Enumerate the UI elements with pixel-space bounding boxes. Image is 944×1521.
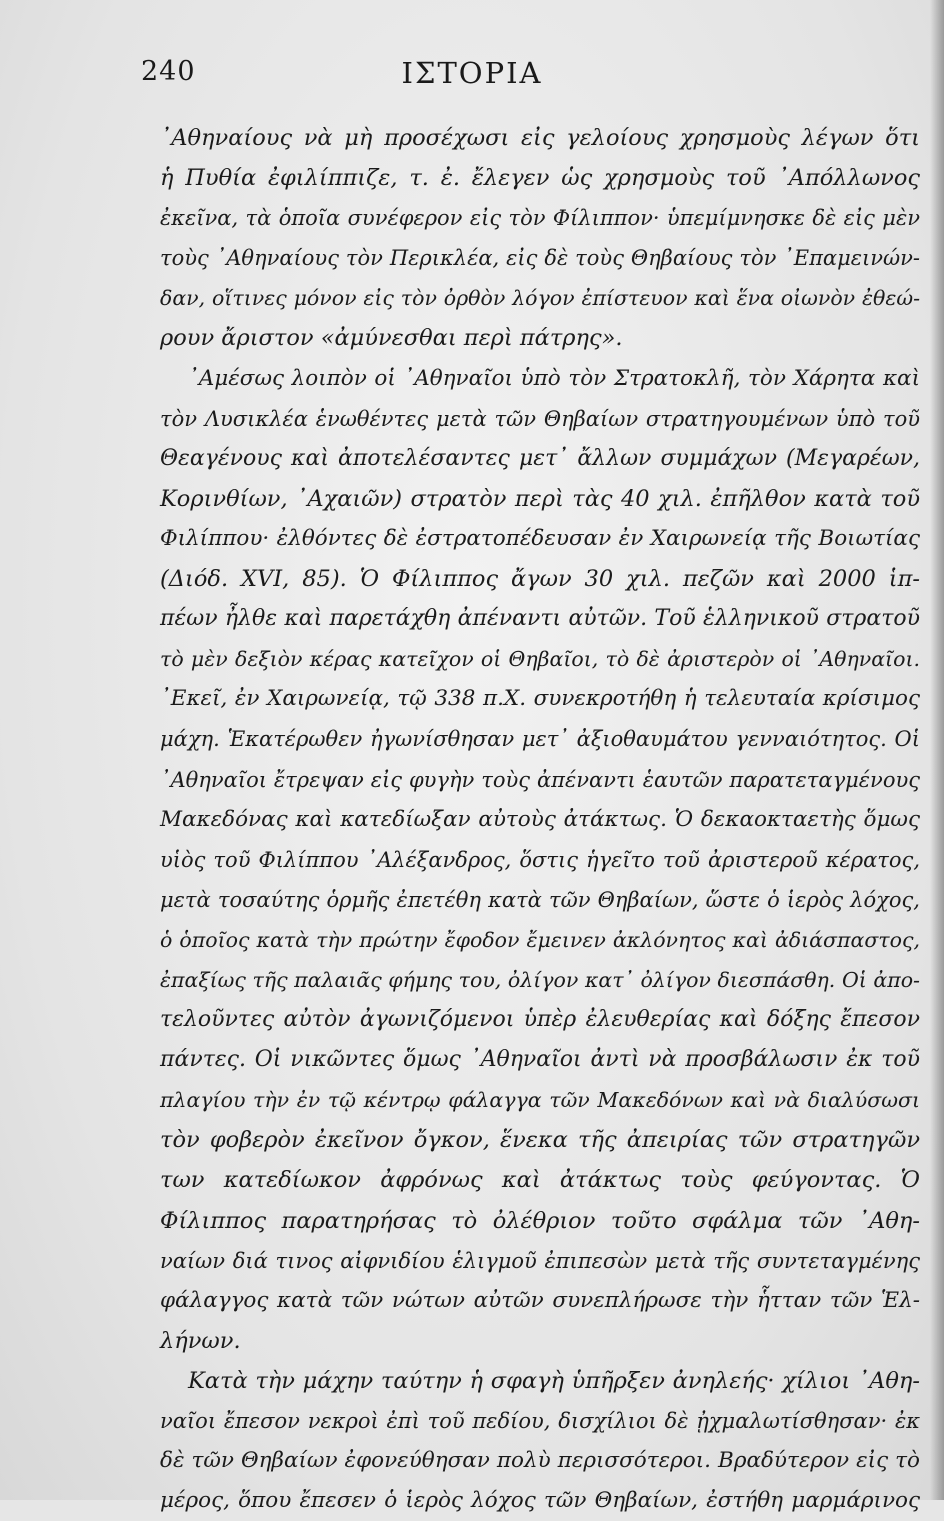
- body-text: [160, 118, 920, 1521]
- text-line: τὸ μὲν δεξιὸν κέρας κατεῖχον οἱ Θηβαῖοι, τὸ δὲ ἀριστερὸν οἱ ᾿Αθηναῖοι.: [160, 647, 920, 672]
- text-line: τὸν Λυσικλέα ἑνωθέντες μετὰ τῶν Θηβαίων στρατηγουμένων ὑπὸ τοῦ: [160, 406, 920, 431]
- text-line: ναῖοι ἔπεσον νεκροὶ ἐπὶ τοῦ πεδίου, δισχίλιοι δὲ ᾐχμαλωτίσθησαν· ἐκ: [160, 1409, 920, 1433]
- text-line: μάχη. Ἑκατέρωθεν ἠγωνίσθησαν μετ᾿ ἀξιοθαυμάτου γενναιότητος. Οἱ: [160, 727, 920, 752]
- text-line: Κορινθίων, ᾿Αχαιῶν) στρατὸν περὶ τὰς 40 χιλ. ἐπῆλθον κατὰ τοῦ: [160, 485, 920, 512]
- text-line: πάντες. Οἱ νικῶντες ὅμως ᾿Αθηναῖοι ἀντὶ νὰ προσβάλωσιν ἐκ τοῦ: [160, 1047, 920, 1073]
- text-line: μετὰ τοσαύτης ὁρμῆς ἐπετέθη κατὰ τῶν Θηβαίων, ὥστε ὁ ἱερὸς λόχος,: [160, 887, 920, 912]
- text-line: λήνων.: [160, 1327, 241, 1354]
- text-line: Μακεδόνας καὶ κατεδίωξαν αὐτοὺς ἀτάκτως. Ὁ δεκαοκταετὴς ὅμως: [160, 806, 920, 832]
- text-line: μέρος, ὅπου ἔπεσεν ὁ ἱερὸς λόχος τῶν Θηβαίων, ἐστήθη μαρμάρινος: [160, 1488, 920, 1514]
- page-edge-shadow: [930, 0, 944, 1500]
- text-line: ᾿Αμέσως λοιπὸν οἱ ᾿Αθηναῖοι ὑπὸ τὸν Στρατοκλῆ, τὸν Χάρητα καὶ: [188, 365, 920, 391]
- text-line: ᾿Αθηναίους νὰ μὴ προσέχωσι εἰς γελοίους χρησμοὺς λέγων ὅτι: [160, 125, 920, 151]
- text-line: τελοῦντες αὐτὸν ἀγωνιζόμενοι ὑπὲρ ἐλευθερίας καὶ δόξης ἔπεσον: [160, 1007, 920, 1033]
- text-line: ἡ Πυθία ἐφιλίππιζε, τ. ἐ. ἔλεγεν ὡς χρησμοὺς τοῦ ᾿Απόλλωνος: [160, 165, 920, 192]
- text-line: ὁ ὁποῖος κατὰ τὴν πρώτην ἔφοδον ἔμεινεν ἀκλόνητος καὶ ἀδιάσπαστος,: [160, 927, 920, 952]
- text-line: των κατεδίωκον ἀφρόνως καὶ ἀτάκτως τοὺς φεύγοντας. Ὁ: [160, 1167, 920, 1194]
- text-line: ἐκεῖνα, τὰ ὁποῖα συνέφερον εἰς τὸν Φίλιππον· ὑπεμίμνησκε δὲ εἰς μὲν: [160, 206, 920, 231]
- text-line: Φιλίππου· ἐλθόντες δὲ ἐστρατοπέδευσαν ἐν Χαιρωνείᾳ τῆς Βοιωτίας: [160, 525, 920, 551]
- running-head: ΙΣΤΟΡΙΑ: [401, 56, 543, 90]
- text-line: δὲ τῶν Θηβαίων ἐφονεύθησαν πολὺ περισσότεροι. Βραδύτερον εἰς τὸ: [160, 1448, 920, 1474]
- text-line: δαν, οἵτινες μόνον εἰς τὸν ὀρθὸν λόγον ἐπίστευον καὶ ἕνα οἰωνὸν ἐθεώ-: [160, 286, 920, 311]
- text-line: πέων ἦλθε καὶ παρετάχθη ἀπέναντι αὐτῶν. Τοῦ ἑλληνικοῦ στρατοῦ: [160, 606, 920, 632]
- text-line: πλαγίου τὴν ἐν τῷ κέντρῳ φάλαγγα τῶν Μακεδόνων καὶ νὰ διαλύσωσι: [160, 1088, 920, 1113]
- text-line: ᾿Εκεῖ, ἐν Χαιρωνείᾳ, τῷ 338 π.Χ. συνεκροτήθη ἡ τελευταία κρίσιμος: [160, 686, 920, 712]
- text-line: ναίων διά τινος αἰφνιδίου ἑλιγμοῦ ἐπιπεσὼν μετὰ τῆς συντεταγμένης: [160, 1248, 920, 1273]
- text-line: ρουν ἄριστον «ἀμύνεσθαι περὶ πάτρης».: [160, 325, 623, 352]
- page-number: 240: [141, 56, 196, 87]
- text-line: Φίλιππος παρατηρήσας τὸ ὀλέθριον τοῦτο σφάλμα τῶν ᾿Αθη-: [160, 1207, 920, 1234]
- text-line: ἐπαξίως τῆς παλαιᾶς φήμης του, ὀλίγον κατ᾿ ὀλίγον διεσπάσθη. Οἱ ἀπο-: [160, 967, 920, 992]
- text-line: ᾿Αθηναῖοι ἔτρεψαν εἰς φυγὴν τοὺς ἀπέναντι ἑαυτῶν παρατεταγμένους: [160, 767, 920, 792]
- text-line: τὸν φοβερὸν ἐκεῖνον ὄγκον, ἕνεκα τῆς ἀπειρίας τῶν στρατηγῶν: [160, 1127, 920, 1154]
- text-line: τοὺς ᾿Αθηναίους τὸν Περικλέα, εἰς δὲ τοὺς Θηβαίους τὸν ᾿Επαμεινών-: [160, 246, 920, 271]
- text-line: υἱὸς τοῦ Φιλίππου ᾿Αλέξανδρος, ὅστις ἡγεῖτο τοῦ ἀριστεροῦ κέρατος,: [160, 847, 920, 872]
- text-line: Θεαγένους καὶ ἀποτελέσαντες μετ᾿ ἄλλων συμμάχων (Μεγαρέων,: [160, 445, 920, 471]
- text-line: φάλαγγος κατὰ τῶν νώτων αὐτῶν συνεπλήρωσε τὴν ἧτταν τῶν Ἑλ-: [160, 1287, 920, 1313]
- text-line: (Διόδ. XVI, 85). Ὁ Φίλιππος ἄγων 30 χιλ. πεζῶν καὶ 2000 ἱπ-: [160, 566, 920, 593]
- text-line: Κατὰ τὴν μάχην ταύτην ἡ σφαγὴ ὑπῆρξεν ἀνηλεής· χίλιοι ᾿Αθη-: [188, 1367, 920, 1394]
